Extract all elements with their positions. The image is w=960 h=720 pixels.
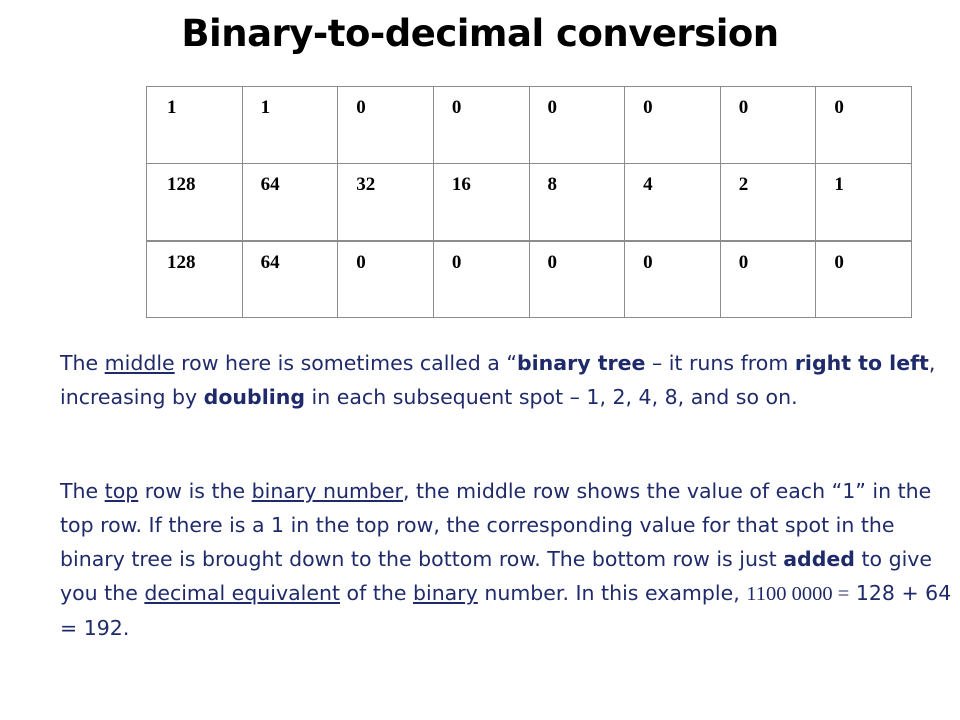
text-segment: of the [340, 581, 413, 605]
table-cell: 0 [720, 87, 816, 164]
text-segment: The [60, 351, 105, 375]
bold-text: added [783, 547, 855, 571]
table-cell: 0 [433, 87, 529, 164]
text-segment: 128 + 64 = 192. [60, 581, 952, 640]
table-cell: 1 [816, 164, 912, 241]
text-segment: The [60, 479, 105, 503]
table-cell: 64 [242, 241, 338, 318]
table-cell: 1 [242, 87, 338, 164]
table-cell: 16 [433, 164, 529, 241]
underlined-text: decimal equivalent [144, 581, 341, 605]
text-segment: row here is sometimes called a “ [174, 351, 517, 375]
text-segment: to give you the [60, 547, 933, 605]
table-cell: 0 [625, 87, 721, 164]
bold-text: binary tree [516, 351, 646, 375]
binary-number-row [147, 87, 912, 164]
underlined-text: middle [104, 351, 175, 375]
table-cell: 1 [147, 87, 243, 164]
bold-text: doubling [203, 385, 306, 409]
table-cell: 128 [147, 241, 243, 318]
table-cell: 0 [433, 241, 529, 318]
page-title: Binary-to-decimal conversion [181, 12, 779, 55]
table-cell: 0 [529, 87, 625, 164]
underlined-text: binary number [251, 479, 403, 503]
table-cell: 0 [816, 87, 912, 164]
table-cell: 0 [529, 241, 625, 318]
table-cell: 128 [147, 164, 243, 241]
table-cell: 0 [338, 241, 434, 318]
text-segment: – it runs from [645, 351, 795, 375]
explanation-paragraph-binary-tree [60, 346, 960, 414]
table-cell: 4 [625, 164, 721, 241]
table-cell: 0 [816, 241, 912, 318]
text-segment: in each subsequent spot – 1, 2, 4, 8, and so on. [305, 385, 798, 409]
text-segment: row is the [138, 479, 252, 503]
bold-text: right to left [794, 351, 929, 375]
text-segment: , the middle row shows the value of each “1” in the top row. If there is a 1 in the top row, the corresponding value for that spot in the binary tree is brought down to the bottom row. The bottom row is just [60, 479, 932, 571]
table-cell: 0 [625, 241, 721, 318]
table-cell: 0 [338, 87, 434, 164]
table-cell: 32 [338, 164, 434, 241]
table-cell: 64 [242, 164, 338, 241]
table-cell: 8 [529, 164, 625, 241]
table-cell: 0 [720, 241, 816, 318]
text-segment: number. In this example, [477, 581, 747, 605]
explanation-paragraph-conversion [60, 474, 960, 645]
binary-tree-row [147, 164, 912, 241]
binary-example-number: 1100 0000 = [746, 583, 850, 605]
underlined-text: top [104, 479, 139, 503]
table-cell: 2 [720, 164, 816, 241]
underlined-text: binary [412, 581, 478, 605]
binary-conversion-table [146, 86, 912, 318]
text-segment: , increasing by [60, 351, 936, 409]
result-row [147, 241, 912, 318]
